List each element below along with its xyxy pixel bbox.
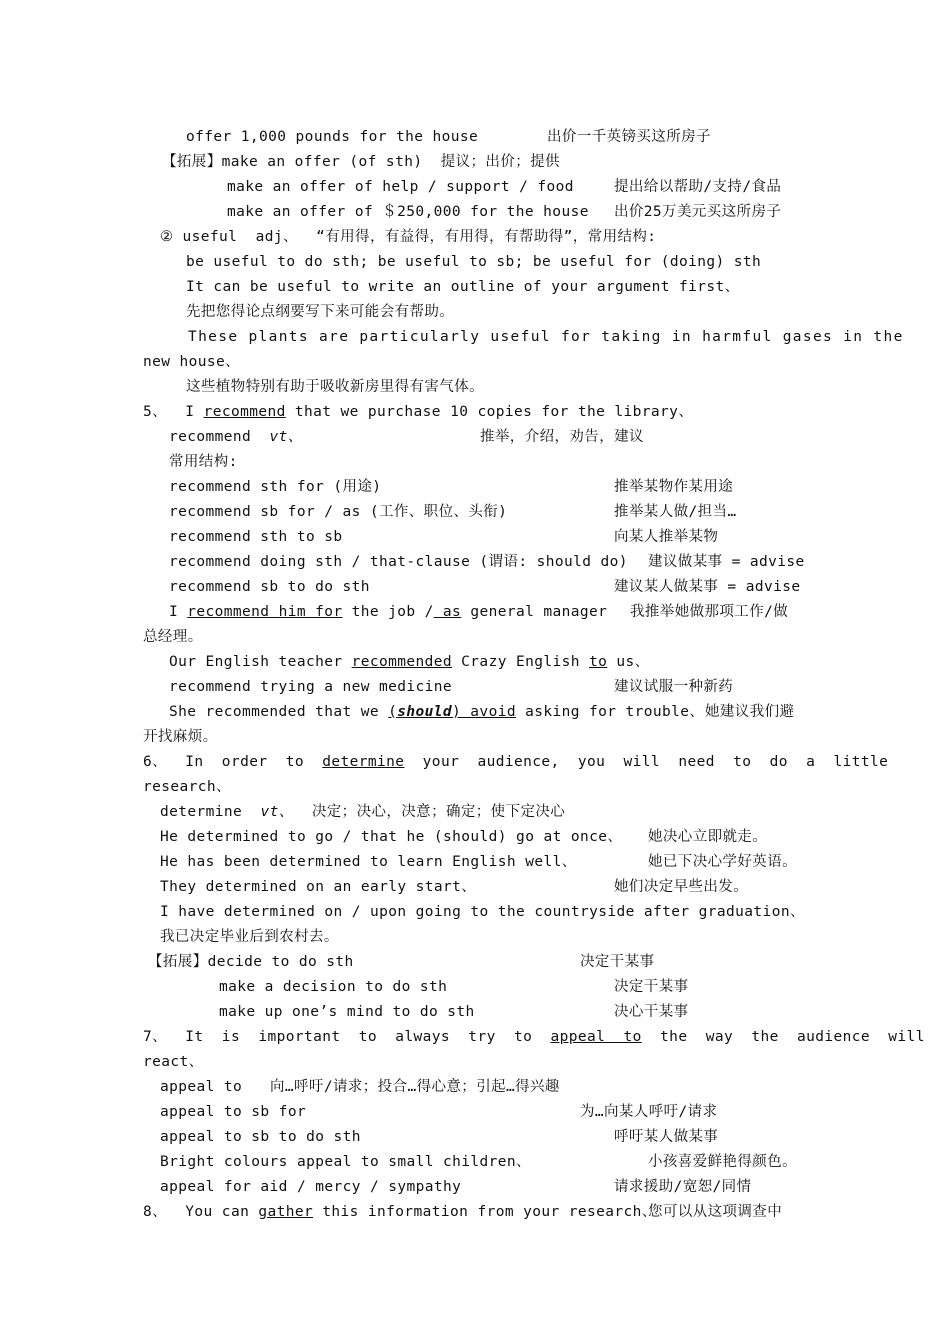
translation-line: 这些植物特别有助于吸收新房里得有害气体。 (186, 379, 484, 395)
keyword: gather (258, 1204, 314, 1220)
extension-line: 【拓展】make an offer (of sth) 提议；出价；提供 (162, 154, 560, 170)
example-line: She recommended that we (should) avoid asking for trouble、 (169, 704, 705, 720)
translation-line: 推举，介绍，劝告，建议 (480, 429, 644, 445)
translation-line: 建议做某事 = advise (648, 554, 805, 570)
structure-line: be useful to do sth; be useful to sb; be useful for (doing) sth (186, 254, 762, 270)
structure-line: appeal to sb for (160, 1104, 307, 1120)
example-line: These plants are particularly useful for taking in harmful gases in the (188, 329, 904, 345)
translation-line: 出价一千英镑买这所房子 (547, 129, 711, 145)
keyword: recommend (203, 404, 286, 420)
translation-line: 她已下决心学好英语。 (648, 854, 797, 870)
translation-line: 决心干某事 (614, 1004, 689, 1020)
sentence-7-cont: react、 (143, 1054, 204, 1070)
keyword: determine (322, 754, 405, 770)
structure-line: appeal for aid / mercy / sympathy (160, 1179, 462, 1195)
translation-line: 她建议我们避 (705, 704, 795, 720)
translation-line: 为…向某人呼吁/请求 (580, 1104, 718, 1120)
translation-line: 提出给以帮助/支持/食品 (614, 179, 782, 195)
structure-heading: 常用结构: (169, 454, 238, 470)
example-line: recommend trying a new medicine (169, 679, 453, 695)
extension-line: make a decision to do sth (219, 979, 448, 995)
sentence-6-cont: research、 (143, 779, 231, 795)
vocab-definition: determine vt、 决定；决心，决意；确定；使下定决心 (160, 804, 566, 820)
structure-line: recommend sth to sb (169, 529, 343, 545)
example-line: He has been determined to learn English well、 (160, 854, 577, 870)
translation-line-cont: 开找麻烦。 (143, 729, 218, 745)
translation-line: 她决心立即就走。 (648, 829, 768, 845)
example-line: Bright colours appeal to small children、 (160, 1154, 531, 1170)
example-line: It can be useful to write an outline of your argument first、 (186, 279, 740, 295)
translation-line: 决定干某事 (580, 954, 655, 970)
example-line: make an offer of help / support / food (227, 179, 574, 195)
structure-line: recommend sth for (用途) (169, 479, 382, 495)
translation-line: 我推举她做那项工作/做 (630, 604, 789, 620)
sentence-7: 7、 It is important to always try to appeal to the way the audience will (143, 1029, 925, 1045)
example-line: He determined to go / that he (should) go at once、 (160, 829, 623, 845)
translation-line: 向…呼吁/请求；投合…得心意；引起…得兴趣 (270, 1079, 560, 1095)
translation-line: 小孩喜爱鲜艳得颜色。 (648, 1154, 797, 1170)
example-line: make an offer of ＄250,000 for the house (227, 204, 589, 220)
example-line-cont: new house、 (143, 354, 241, 370)
translation-line: 她们决定早些出发。 (614, 879, 749, 895)
example-line: They determined on an early start、 (160, 879, 477, 895)
translation-line: 向某人推举某物 (614, 529, 719, 545)
translation-line: 出价25万美元买这所房子 (614, 204, 782, 220)
extension-line: 【拓展】decide to do sth (148, 954, 354, 970)
translation-line: 建议某人做某事 = advise (614, 579, 801, 595)
translation-line: 推举某人做/担当… (614, 504, 737, 520)
translation-line: 决定干某事 (614, 979, 689, 995)
extension-line: make up one’s mind to do sth (219, 1004, 475, 1020)
structure-line: recommend doing sth / that-clause (谓语: should do) (169, 554, 628, 570)
example-line: I recommend him for the job / as general manager (169, 604, 608, 620)
translation-line: 您可以从这项调查中 (648, 1204, 783, 1220)
sentence-5: 5、 I recommend that we purchase 10 copies for the library、 (143, 404, 694, 420)
translation-line: 呼吁某人做某事 (614, 1129, 719, 1145)
structure-line: recommend sb to do sth (169, 579, 370, 595)
structure-line: recommend sb for / as (工作、职位、头衔) (169, 504, 508, 520)
sentence-8: 8、 You can gather this information from your research、 (143, 1204, 657, 1220)
translation-line: 推举某物作某用途 (614, 479, 734, 495)
translation-line-cont: 总经理。 (143, 629, 203, 645)
example-line: I have determined on / upon going to the countryside after graduation、 (160, 904, 805, 920)
translation-line: 先把您得论点纲要写下来可能会有帮助。 (186, 304, 455, 320)
sentence-6: 6、 In order to determine your audience, you will need to do a little (143, 754, 889, 770)
translation-line: 我已决定毕业后到农村去。 (160, 929, 339, 945)
translation-line: 建议试服一种新药 (614, 679, 734, 695)
vocab-heading: ② useful adj、 “有用得，有益得，有用得，有帮助得”，常用结构: (160, 229, 657, 245)
example-line: Our English teacher recommended Crazy English to us、 (169, 654, 650, 670)
example-line: offer 1,000 pounds for the house (186, 129, 479, 145)
structure-line: appeal to (160, 1079, 243, 1095)
structure-line: appeal to sb to do sth (160, 1129, 361, 1145)
translation-line: 请求援助/宽恕/同情 (614, 1179, 752, 1195)
vocab-definition: recommend vt、 (169, 429, 303, 445)
keyword: appeal to (550, 1029, 642, 1045)
